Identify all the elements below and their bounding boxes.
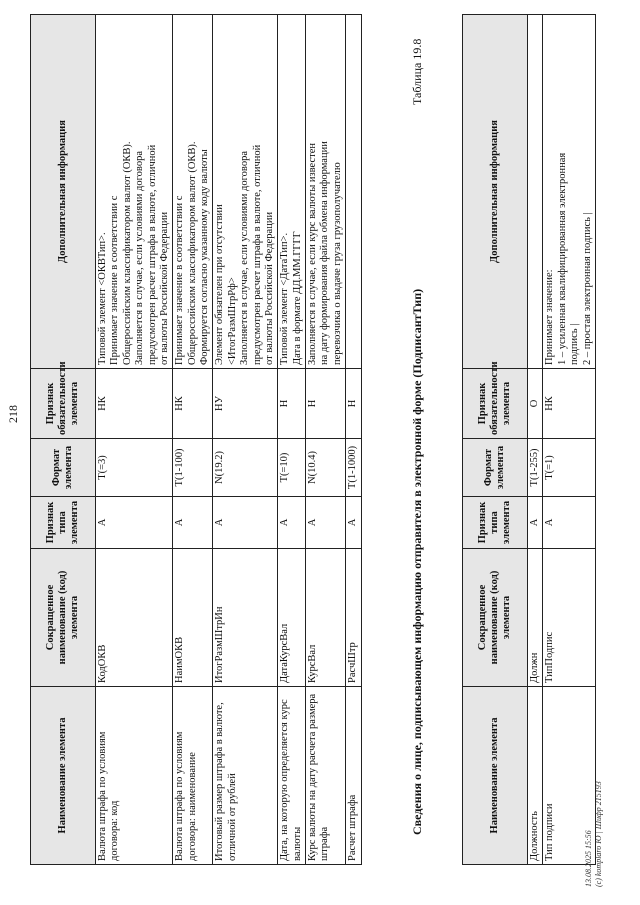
cell-code: ИтогРазмШтрИн <box>213 549 278 687</box>
table-1-body <box>96 15 362 865</box>
col-header-format: Формат элемента <box>463 439 528 497</box>
cell-info <box>543 15 596 369</box>
col-header-code: Сокращенное наименование (код) элемента <box>463 549 528 687</box>
info-line: 1 – усиленная квалифицированная электронная <box>556 152 568 365</box>
cell-info <box>96 15 173 369</box>
col-header-format: Формат элемента <box>31 439 96 497</box>
cell-format: T(1-1000) <box>346 439 361 497</box>
cell-format: T(=1) <box>543 439 596 497</box>
cell-format: T(1-255) <box>528 439 543 497</box>
cell-required: НК <box>173 369 213 439</box>
info-line: Общероссийским классификатором валют (ОКВ). <box>121 141 133 365</box>
table-caption: Сведения о лице, подписывающем информацию отправителя в электронной форме (ПодписантТип) <box>410 288 424 835</box>
table-row <box>528 15 543 865</box>
info-line: Формируется согласно указанному коду валюты <box>199 149 210 365</box>
table-1 <box>30 14 362 865</box>
table-row <box>543 15 596 865</box>
cell-code: КурсВал <box>306 549 346 687</box>
col-header-type: Признак типа элемента <box>31 497 96 549</box>
cell-name: Валюта штрафа по условиям договора: наименование <box>173 687 213 865</box>
info-line: Принимает значение: <box>544 269 556 365</box>
info-line: <ИтогРазмШтрРф> <box>226 277 238 365</box>
cell-name: Итоговый размер штрафа в валюте, отличной от рублей <box>213 687 278 865</box>
info-line: Элемент обязателен при отсутствии <box>214 204 226 365</box>
cell-required: Н <box>278 369 306 439</box>
cell-info <box>173 15 213 369</box>
info-line: Общероссийским классификатором валют (ОКВ). <box>186 141 198 365</box>
col-header-info: Дополнительная информация <box>31 15 96 369</box>
cell-name: Должность <box>528 687 543 865</box>
table-2-body <box>528 15 596 865</box>
col-header-info: Дополнительная информация <box>463 15 528 369</box>
cell-code: ТипПодпис <box>543 549 596 687</box>
info-line: Дата в формате ДД.ММ.ГГГГ <box>291 231 303 365</box>
cell-format: N(19.2) <box>213 439 278 497</box>
cell-name: Курс валюты на дату расчета размера штрафа <box>306 687 346 865</box>
cell-code: РасчШтр <box>346 549 361 687</box>
table-row <box>96 15 173 865</box>
stamp-source: (c) komplaro Ю | Шифр 215193 <box>593 781 603 887</box>
cell-type: А <box>346 497 361 549</box>
info-line: перевозчика о выдаче груза грузополучателю <box>331 162 343 365</box>
table-header-row <box>463 15 528 865</box>
stamp-datetime: 13.08.2025 15:56 <box>584 830 593 887</box>
cell-type: А <box>278 497 306 549</box>
col-header-code: Сокращенное наименование (код) элемента <box>31 549 96 687</box>
cell-name: Валюта штрафа по условиям договора: код <box>96 687 173 865</box>
cell-code: НаимОКВ <box>173 549 213 687</box>
cell-name: Дата, на которую определяется курс валюты <box>278 687 306 865</box>
cell-code: ДатаКурсВал <box>278 549 306 687</box>
info-line: Заполняется в случае, если условиями договора <box>239 151 251 365</box>
cell-type: А <box>173 497 213 549</box>
cell-name: Расчет штрафа <box>346 687 361 865</box>
info-line: Типовой элемент <ОКВТип>. <box>97 232 108 365</box>
cell-type: А <box>543 497 596 549</box>
cell-info <box>346 15 361 369</box>
cell-format: T(=10) <box>278 439 306 497</box>
table-2 <box>462 14 596 865</box>
table-header-row <box>31 15 96 865</box>
cell-required: НК <box>543 369 596 439</box>
cell-info <box>528 15 543 369</box>
col-header-name: Наименование элемента <box>31 687 96 865</box>
info-line: предусмотрен расчет штрафа в валюте, отличной <box>251 144 263 365</box>
info-line: подпись | <box>569 323 581 365</box>
table-row <box>213 15 278 865</box>
cell-name: Тип подписи <box>543 687 596 865</box>
col-header-name: Наименование элемента <box>463 687 528 865</box>
table-row <box>173 15 213 865</box>
cell-info <box>213 15 278 369</box>
info-line: Заполняется в случае, если условиями договора <box>134 151 146 365</box>
col-header-required: Признак обязательности элемента <box>31 369 96 439</box>
cell-format: N(10.4) <box>306 439 346 497</box>
table-row <box>278 15 306 865</box>
info-line: Заполняется в случае, если курс валюты известен <box>307 143 318 365</box>
cell-type: А <box>96 497 173 549</box>
cell-required: НУ <box>213 369 278 439</box>
info-line: на дату формирования файла обмена информации <box>319 141 331 365</box>
table-row <box>346 15 361 865</box>
info-line: от валюты Российской Федерации <box>263 211 275 365</box>
col-header-required: Признак обязательности элемента <box>463 369 528 439</box>
table-number: Таблица 19.8 <box>410 38 424 105</box>
info-line: Принимает значение в соответствии с <box>174 195 186 365</box>
cell-required: О <box>528 369 543 439</box>
info-line: Принимает значение в соответствии с <box>109 195 121 365</box>
page-number: 218 <box>6 405 20 423</box>
table-row <box>306 15 346 865</box>
info-line: предусмотрен расчет штрафа в валюте, отличной <box>146 144 158 365</box>
col-header-type: Признак типа элемента <box>463 497 528 549</box>
cell-required: Н <box>346 369 361 439</box>
cell-required: Н <box>306 369 346 439</box>
cell-format: T(1-100) <box>173 439 213 497</box>
cell-type: А <box>213 497 278 549</box>
info-line: Типовой элемент <ДатаТип>. <box>279 232 291 365</box>
cell-type: А <box>306 497 346 549</box>
cell-format: T(=3) <box>96 439 173 497</box>
cell-code: Должн <box>528 549 543 687</box>
cell-info <box>306 15 346 369</box>
info-line: от валюты Российской Федерации <box>158 211 170 365</box>
cell-code: КодОКВ <box>96 549 173 687</box>
print-stamp <box>584 781 603 887</box>
cell-info <box>278 15 306 369</box>
cell-required: НК <box>96 369 173 439</box>
info-line: 2 – простая электронная подпись | <box>581 212 593 365</box>
cell-type: А <box>528 497 543 549</box>
